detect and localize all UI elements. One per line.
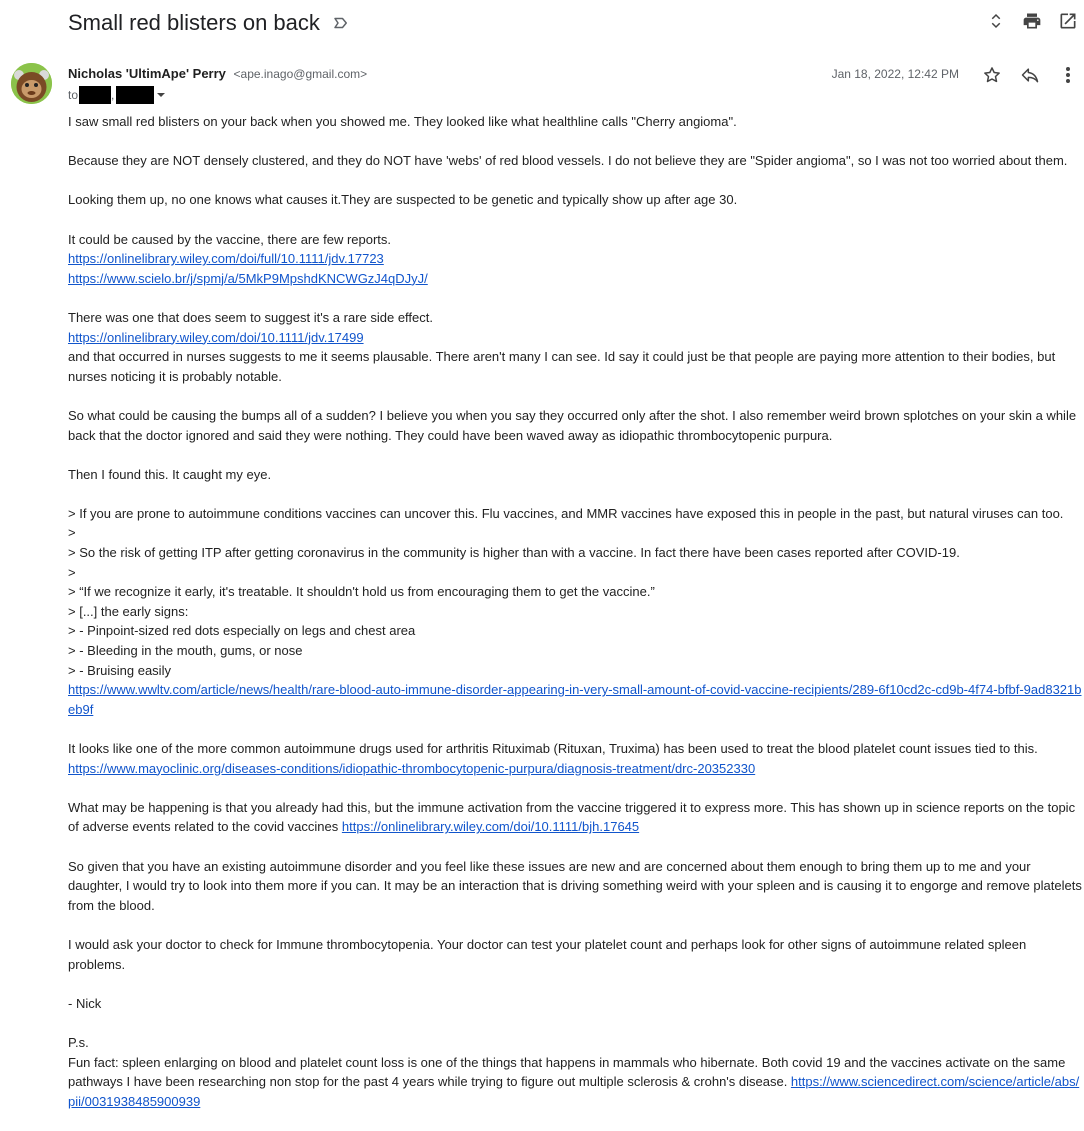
body-paragraph xyxy=(68,798,1082,837)
link-wiley-jdv-17499[interactable]: https://onlinelibrary.wiley.com/doi/10.1111/jdv.17499 xyxy=(68,329,364,345)
star-outline-icon[interactable] xyxy=(982,64,1002,86)
body-paragraph: I would ask your doctor to check for Immune thrombocytopenia. Your doctor can test your platelet count and perhaps look for other signs of autoimmune related spleen problems. xyxy=(68,936,1027,972)
body-paragraph xyxy=(68,739,1082,778)
quote-line: > - Bruising easily xyxy=(68,662,171,678)
body-paragraph xyxy=(68,308,1082,386)
body-paragraph: Then I found this. It caught my eye. xyxy=(68,466,272,482)
link-mayoclinic[interactable]: https://www.mayoclinic.org/diseases-conditions/idiopathic-thrombocytopenic-purpura/diagnosis-treatment/drc-20352330 xyxy=(68,760,756,776)
quoted-block xyxy=(68,504,1082,720)
chevron-down-icon[interactable] xyxy=(156,90,166,100)
sender-name[interactable]: Nicholas 'UltimApe' Perry xyxy=(68,66,226,81)
quote-line: > [...] the early signs: xyxy=(68,603,189,619)
body-paragraph xyxy=(68,230,1082,289)
label-outline-icon[interactable] xyxy=(332,14,350,32)
redacted-recipient-2 xyxy=(116,86,154,104)
body-text: It could be caused by the vaccine, there are few reports. xyxy=(68,231,392,247)
quote-line: > xyxy=(68,525,76,541)
sender-avatar[interactable] xyxy=(11,63,52,104)
unfold-icon[interactable] xyxy=(986,10,1006,32)
body-paragraph: So what could be causing the bumps all of a sudden? I believe you when you say they occurred only after the shot. I also remember weird brown splotches on your skin a while back that the doctor ignored and said they were nothing. They could have been waved away as idiopathic thrombocytopenic purpura. xyxy=(68,407,1077,443)
quote-line: > xyxy=(68,564,76,580)
body-paragraph: So given that you have an existing autoimmune disorder and you feel like these issues are new and are concerned about them enough to bring them up to me and your daughter, I would try to look into them more if you can. It may be an interaction that is driving something weird with your spleen and is causing it to engorge and remove platelets from the blood. xyxy=(68,858,1082,913)
body-text: Fun fact: spleen enlarging on blood and platelet count loss is one of the things that happens in mammals who hibernate. Both covid 19 and the vaccines activate on the same pathways I have been researching non stop for the past 4 years while trying to figure out multiple sclerosis & crohn's disease. xyxy=(68,1054,1066,1090)
monkey-avatar xyxy=(11,63,52,104)
ps-label: P.s. xyxy=(68,1034,89,1050)
body-paragraph: I saw small red blisters on your back when you showed me. They looked like what healthline calls "Cherry angioma". xyxy=(68,114,737,129)
quote-line: > - Bleeding in the mouth, gums, or nose xyxy=(68,643,303,659)
to-label: to xyxy=(68,88,79,102)
sender-line xyxy=(68,66,367,81)
link-scielo[interactable]: https://www.scielo.br/j/spmj/a/5MkP9MpshdKNCWGzJ4qDJyJ/ xyxy=(68,270,428,286)
reply-icon[interactable] xyxy=(1020,64,1040,86)
quote-line: > “If we recognize it early, it's treatable. It shouldn't hold us from encouraging them to get the vaccine.” xyxy=(68,584,655,600)
recipient-separator: , xyxy=(111,88,115,102)
email-subject xyxy=(68,8,350,38)
quote-line: > So the risk of getting ITP after getting coronavirus in the community is higher than with a vaccine. In fact there have been cases reported after COVID-19. xyxy=(68,545,960,561)
body-text: and that occurred in nurses suggests to me it seems plausable. There aren't many I can see. Id say it could just be that people are paying more attention to their bodies, but nurses noticing it is probably notable. xyxy=(68,349,1056,384)
message-body xyxy=(68,112,1082,1131)
body-paragraph: Looking them up, no one knows what causes it.They are suspected to be genetic and typically show up after age 30. xyxy=(68,192,738,208)
thread-toolbar xyxy=(986,10,1078,32)
print-icon[interactable] xyxy=(1022,10,1042,32)
redacted-recipient-1 xyxy=(79,86,111,104)
link-sciencedirect[interactable]: https://www.sciencedirect.com/science/article/abs/pii/0031938485900939 xyxy=(68,1074,1080,1109)
body-paragraph: Because they are NOT densely clustered, and they do NOT have 'webs' of red blood vessels. I do not believe they are "Spider angioma", so I was not too worried about them. xyxy=(68,153,1068,169)
link-wiley-jdv-17723[interactable]: https://onlinelibrary.wiley.com/doi/full/10.1111/jdv.17723 xyxy=(68,251,384,267)
message-date: Jan 18, 2022, 12:42 PM xyxy=(831,67,959,81)
body-text: It looks like one of the more common autoimmune drugs used for arthritis Rituximab (Rituxan, Truxima) has been used to treat the blood platelet count issues tied to this. xyxy=(68,741,1038,756)
sender-email: <ape.inago@gmail.com> xyxy=(233,67,368,81)
recipients xyxy=(68,86,166,104)
message-toolbar xyxy=(982,64,1078,86)
link-wiley-bjh-17645[interactable]: https://onlinelibrary.wiley.com/doi/10.1111/bjh.17645 xyxy=(341,819,640,835)
quote-line: > - Pinpoint-sized red dots especially on legs and chest area xyxy=(68,623,416,639)
more-vertical-icon[interactable] xyxy=(1058,64,1078,86)
signoff: - Nick xyxy=(68,995,102,1011)
postscript xyxy=(68,1033,1082,1111)
open-in-new-window-icon[interactable] xyxy=(1058,10,1078,32)
quote-line: > If you are prone to autoimmune conditions vaccines can uncover this. Flu vaccines, and MMR vaccines have exposed this in people in the past, but natural viruses can too. xyxy=(68,505,1064,521)
body-text: What may be happening is that you already had this, but the immune activation from the vaccine triggered it to express more. This has shown up in science reports on the topic of adverse events related to the covid vaccines xyxy=(68,799,1076,835)
subject-text: Small red blisters on back xyxy=(68,10,320,35)
body-text: There was one that does seem to suggest it's a rare side effect. xyxy=(68,309,433,325)
link-wwltv[interactable]: https://www.wwltv.com/article/news/health/rare-blood-auto-immune-disorder-appearing-in-very-small-amount-of-covid-vaccine-recipients/289-6f10cd2c-cd9b-4f74-bfbf-9ad8321beb9f xyxy=(68,682,1082,717)
